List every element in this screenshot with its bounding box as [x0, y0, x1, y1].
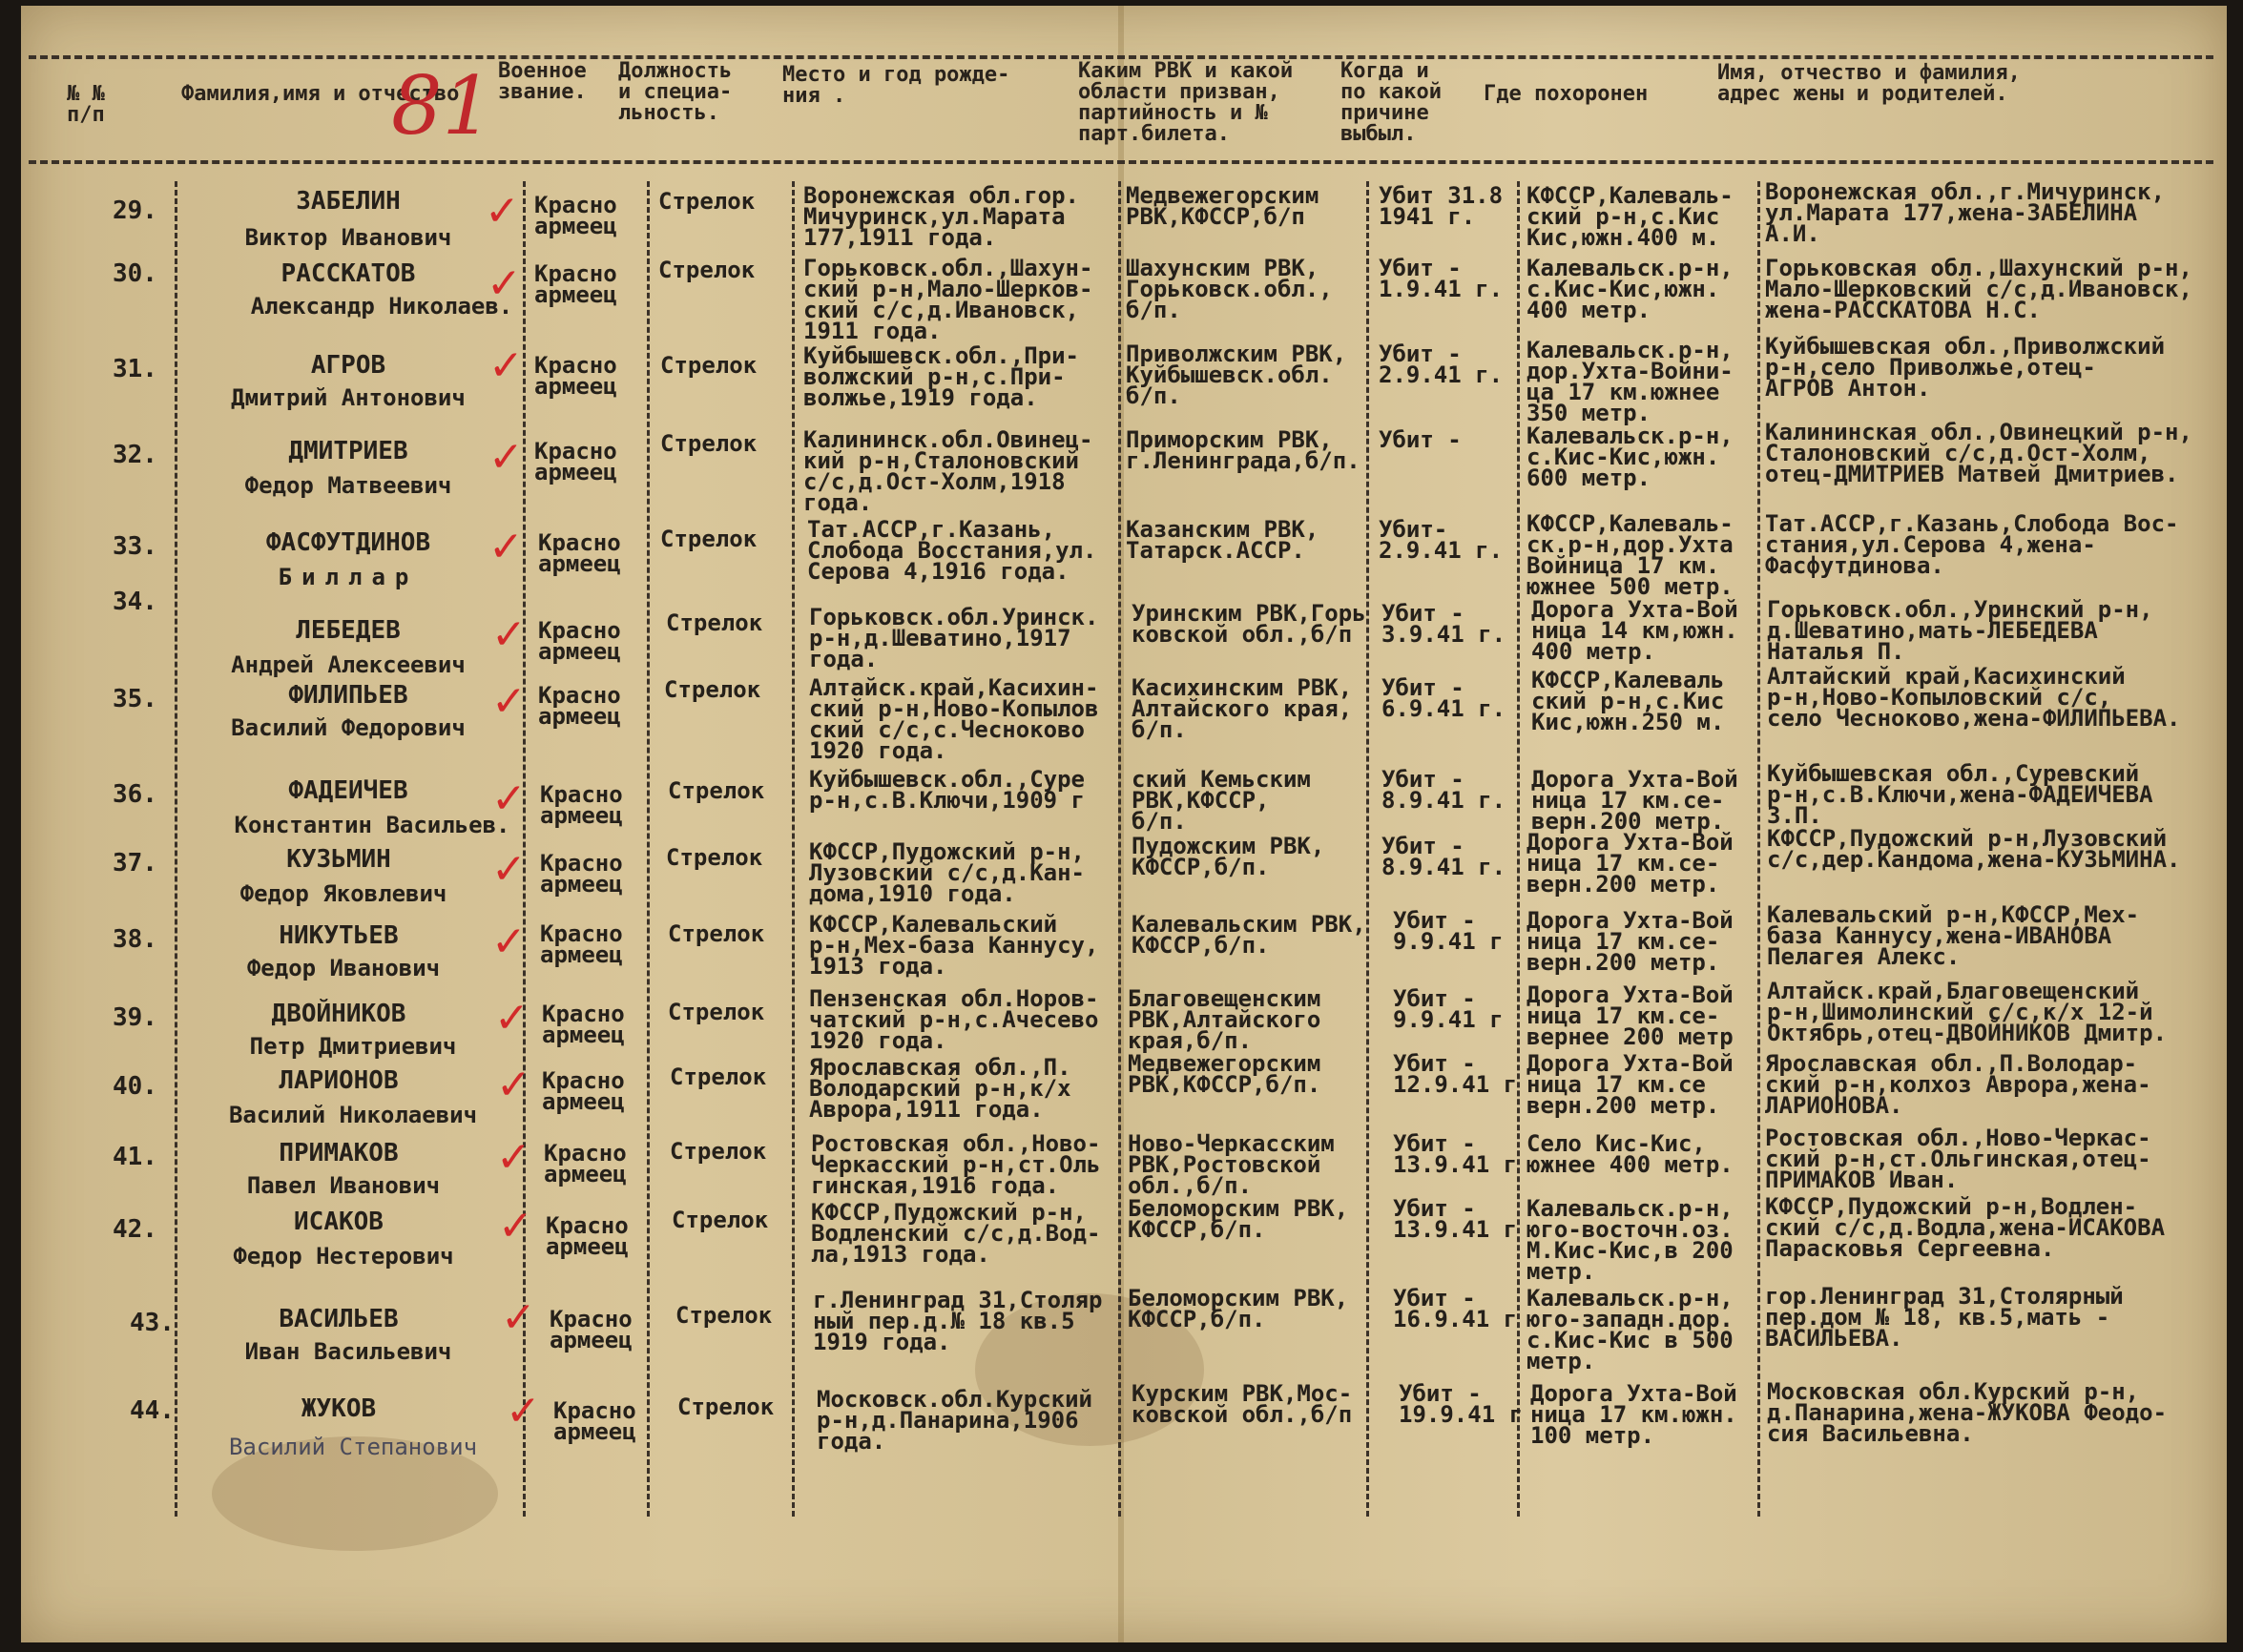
- row-rank: Красно армеец: [538, 617, 621, 665]
- row-surname: ДВОЙНИКОВ: [271, 1000, 406, 1028]
- row-birth: КФССР,Пудожский р-н, Водленский с/с,д.Вод- ла,1913 года.: [811, 1199, 1101, 1268]
- row-rank: Красно армеец: [534, 260, 617, 308]
- row-surname: ПРИМАКОВ: [279, 1139, 399, 1167]
- row-position: Стрелок: [672, 1207, 769, 1233]
- row-birth: КФССР,Пудожский р-н, Лузовский с/с,д.Кан- дома,1910 года.: [809, 838, 1085, 907]
- row-birth: Пензенская обл.Норов- чатский р-н,с.Ачесево 1920 года.: [809, 985, 1099, 1054]
- row-when: Убит - 13.9.41 г: [1393, 1195, 1518, 1243]
- row-number: 42.: [113, 1215, 157, 1244]
- header-birth: Место и год рожде- ния .: [782, 63, 1010, 108]
- row-position: Стрелок: [664, 676, 761, 703]
- row-relatives: Тат.АССР,г.Казань,Слобода Вос- стания,ул.Серова 4,жена- Фасфутдинова.: [1765, 510, 2179, 579]
- row-conscription: Беломорским РВК, КФССР,б/п.: [1128, 1285, 1349, 1332]
- row-when: Убит - 9.9.41 г: [1393, 907, 1504, 955]
- row-rank: Красно армеец: [542, 1001, 625, 1048]
- row-when: Убит 31.8 1941 г.: [1379, 182, 1504, 230]
- column-rule: [792, 181, 795, 1517]
- row-conscription: Ново-Черкасским РВК,Ростовской обл.,б/п.: [1128, 1130, 1335, 1199]
- row-rank: Красно армеец: [542, 1067, 625, 1115]
- row-conscription: Медвежегорским РВК,КФССР,б/п: [1126, 182, 1319, 230]
- row-relatives: Куйбышевская обл.,Приволжский р-н,село Приволжье,отец- АГРОВ Антон.: [1765, 333, 2166, 402]
- row-surname: ЛАРИОНОВ: [279, 1066, 399, 1095]
- row-given-name: Биллар: [278, 564, 419, 590]
- row-surname: ФАСФУТДИНОВ: [265, 528, 431, 557]
- row-relatives: Ярославская обл.,П.Володар- ский р-н,колхоз Аврора,жена- ЛАРИОНОВА.: [1765, 1050, 2151, 1119]
- row-birth: Тат.АССР,г.Казань, Слобода Восстания,ул. Серова 4,1916 года.: [807, 516, 1097, 585]
- column-rule: [1757, 181, 1760, 1517]
- row-rank: Красно армеец: [540, 920, 623, 968]
- row-surname: ФИЛИПЬЕВ: [288, 681, 408, 710]
- row-burial: Калевальск.р-н, юго-западн.дор. с.Кис-Кис в 500 метр.: [1526, 1285, 1734, 1374]
- row-conscription: Калевальским РВК, КФССР,б/п.: [1132, 911, 1366, 959]
- row-burial: Дорога Ухта-Вой ница 17 км.се- вернее 200 метр: [1526, 981, 1734, 1050]
- row-given-name: Федор Иванович: [246, 955, 441, 981]
- row-given-name: Василий Николаевич: [228, 1102, 478, 1128]
- row-when: Убит - 8.9.41 г.: [1381, 766, 1506, 814]
- check-mark-icon: ✓: [491, 610, 527, 659]
- row-when: Убит - 13.9.41 г: [1393, 1130, 1518, 1178]
- row-burial: Дорога Ухта-Вой ница 17 км.се- верн.200 метр.: [1526, 907, 1734, 976]
- header-relatives: Имя, отчество и фамилия, адрес жены и родителей.: [1717, 61, 2021, 106]
- row-conscription: Благовещенским РВК,Алтайского края,б/п.: [1128, 985, 1321, 1054]
- check-mark-icon: ✓: [491, 774, 527, 823]
- row-relatives: Воронежская обл.,г.Мичуринск, ул.Марата 177,жена-ЗАБЕЛИНА А.И.: [1765, 178, 2166, 247]
- column-rule: [1366, 181, 1369, 1517]
- row-position: Стрелок: [660, 352, 758, 379]
- row-when: Убит - 12.9.41 г: [1393, 1050, 1518, 1098]
- row-number: 34.: [113, 588, 157, 616]
- row-given-name: Федор Нестерович: [233, 1243, 454, 1270]
- row-conscription: Уринским РВК,Горь ковской обл.,б/п: [1132, 600, 1366, 648]
- header-num: № № п/п: [67, 82, 105, 127]
- row-number: 38.: [113, 925, 157, 954]
- row-rank: Красно армеец: [538, 682, 621, 730]
- row-conscription: Беломорским РВК, КФССР,б/п.: [1128, 1195, 1349, 1243]
- row-position: Стрелок: [670, 1138, 767, 1165]
- row-burial: Село Кис-Кис, южнее 400 метр.: [1526, 1130, 1734, 1178]
- row-surname: ЗАБЕЛИН: [296, 187, 401, 216]
- row-relatives: Алтайск.край,Благовещенский р-н,Шимолинский с/с,к/х 12-й Октябрь,отец-ДВОЙНИКОВ Дмитр.: [1767, 978, 2168, 1046]
- column-rule: [175, 181, 177, 1517]
- row-position: Стрелок: [666, 609, 763, 636]
- row-when: Убит - 8.9.41 г.: [1381, 833, 1506, 880]
- row-position: Стрелок: [675, 1302, 773, 1329]
- row-number: 39.: [113, 1003, 157, 1032]
- check-mark-icon: ✓: [506, 1387, 541, 1435]
- row-surname: ИСАКОВ: [294, 1208, 384, 1236]
- check-mark-icon: ✓: [496, 1061, 531, 1109]
- row-when: Убит - 9.9.41 г: [1393, 985, 1504, 1033]
- row-when: Убит - 19.9.41 г: [1399, 1380, 1524, 1428]
- row-relatives: Ростовская обл.,Ново-Черкас- ский р-н,ст.Ольгинская,отец- ПРИМАКОВ Иван.: [1765, 1125, 2151, 1193]
- row-birth: Горьковск.обл.Уринск. р-н,д.Шеватино,1917 года.: [809, 604, 1099, 672]
- row-rank: Красно армеец: [544, 1140, 627, 1187]
- row-relatives: гор.Ленинград 31,Столярный пер.дом № 18, кв.5,мать - ВАСИЛЬЕВА.: [1765, 1283, 2124, 1352]
- row-relatives: Горьковск.обл.,Уринский р-н, д.Шеватино,мать-ЛЕБЕДЕВА Наталья П.: [1767, 596, 2153, 665]
- row-burial: Калевальск.р-н, юго-восточн.оз. М.Кис-Кис,в 200 метр.: [1526, 1195, 1734, 1285]
- row-rank: Красно армеец: [540, 781, 623, 829]
- column-rule: [1517, 181, 1520, 1517]
- row-rank: Красно армеец: [546, 1212, 629, 1260]
- row-burial: Дорога Ухта-Вой ница 17 км.се верн.200 метр.: [1526, 1050, 1734, 1119]
- row-surname: АГРОВ: [310, 351, 386, 380]
- row-birth: Ярославская обл.,П. Володарский р-н,к/х Аврора,1911 года.: [809, 1054, 1071, 1123]
- check-mark-icon: ✓: [485, 187, 520, 236]
- header-when: Когда и по какой причине выбыл.: [1340, 59, 1442, 146]
- row-surname: ЖУКОВ: [301, 1394, 377, 1423]
- row-number: 29.: [113, 196, 157, 225]
- row-rank: Красно армеец: [538, 529, 621, 577]
- row-relatives: КФССР,Пудожский р-н,Лузовский с/с,дер.Кандома,жена-КУЗЬМИНА.: [1767, 825, 2181, 873]
- row-given-name: Виктор Иванович: [244, 224, 452, 251]
- check-mark-icon: ✓: [491, 918, 527, 966]
- row-when: Убит - 3.9.41 г.: [1381, 600, 1506, 648]
- check-mark-icon: ✓: [488, 341, 524, 390]
- row-surname: ЛЕБЕДЕВ: [296, 616, 401, 645]
- row-given-name: Петр Дмитриевич: [249, 1033, 457, 1060]
- row-number: 41.: [113, 1143, 157, 1171]
- check-mark-icon: ✓: [487, 259, 522, 308]
- row-number: 40.: [113, 1072, 157, 1101]
- header-burial: Где похоронен: [1484, 82, 1649, 106]
- row-when: Убит - 16.9.41 г: [1393, 1285, 1518, 1332]
- row-conscription: Шахунским РВК, Горьковск.обл., б/п.: [1126, 255, 1333, 323]
- row-burial: Дорога Ухта-Вой ница 17 км.се- верн.200 метр.: [1526, 829, 1734, 898]
- row-conscription: Касихинским РВК, Алтайского края, б/п.: [1132, 674, 1353, 743]
- row-burial: Дорога Ухта-Вой ница 17 км.се- верн.200 метр.: [1531, 766, 1738, 835]
- header-position: Должность и специа- льность.: [618, 59, 733, 125]
- row-when: Убит - 6.9.41 г.: [1381, 674, 1506, 722]
- check-mark-icon: ✓: [496, 1133, 531, 1182]
- row-surname: РАССКАТОВ: [280, 259, 416, 288]
- row-birth: Куйбышевск.обл.,Суре р-н,с.В.Ключи,1909 г: [809, 766, 1085, 814]
- row-number: 30.: [113, 259, 157, 288]
- row-surname: ДМИТРИЕВ: [288, 437, 408, 465]
- row-birth: Куйбышевск.обл.,При- волжский р-н,с.При- волжье,1919 года.: [803, 342, 1079, 411]
- row-rank: Красно армеец: [534, 438, 617, 485]
- row-rank: Красно армеец: [550, 1306, 633, 1353]
- row-number: 43.: [130, 1309, 175, 1337]
- row-burial: Дорога Ухта-Вой ница 17 км.южн. 100 метр.: [1530, 1380, 1737, 1449]
- row-rank: Красно армеец: [534, 352, 617, 400]
- row-birth: Воронежская обл.гор. Мичуринск,ул.Марата 177,1911 года.: [803, 182, 1079, 251]
- row-birth: Алтайск.край,Касихин- ский р-н,Ново-Копылов ский с/с,с.Чесноково 1920 года.: [809, 674, 1099, 764]
- row-surname: ФАДЕИЧЕВ: [288, 776, 408, 805]
- row-relatives: Горьковская обл.,Шахунский р-н, Мало-Шерковский с/с,д.Ивановск, жена-РАССКАТОВА Н.С.: [1765, 255, 2192, 323]
- row-number: 31.: [113, 355, 157, 383]
- row-conscription: Медвежегорским РВК,КФССР,б/п.: [1128, 1050, 1321, 1098]
- row-when: Убит - 1.9.41 г.: [1379, 255, 1504, 302]
- row-relatives: Калининская обл.,Овинецкий р-н, Сталоновский с/с,д.Ост-Холм, отец-ДМИТРИЕВ Матвей Дмитриев.: [1765, 419, 2192, 487]
- row-given-name: Павел Иванович: [246, 1172, 441, 1199]
- row-position: Стрелок: [677, 1394, 775, 1420]
- row-position: Стрелок: [658, 188, 756, 215]
- row-surname: НИКУТЬЕВ: [279, 921, 399, 950]
- row-given-name: Федор Яковлевич: [239, 880, 447, 907]
- row-burial: Калевальск.р-н, с.Кис-Кис,южн. 600 метр.: [1526, 423, 1734, 491]
- check-mark-icon: ✓: [491, 845, 527, 894]
- row-rank: Красно армеец: [540, 850, 623, 898]
- check-mark-icon: ✓: [488, 523, 524, 571]
- row-burial: КФССР,Калеваль- ский р-н,с.Кис Кис,южн.400 м.: [1526, 182, 1734, 251]
- check-mark-icon: ✓: [491, 677, 527, 726]
- row-relatives: Калевальский р-н,КФССР,Мех- база Каннусу,жена-ИВАНОВА Пелагея Алекс.: [1767, 901, 2140, 970]
- row-conscription: ский Кемьским РВК,КФССР, б/п.: [1132, 766, 1311, 835]
- header-name: Фамилия,имя и отчество: [181, 82, 460, 106]
- header-bottom-rule: [29, 160, 2213, 164]
- row-number: 37.: [113, 849, 157, 878]
- row-rank: Красно армеец: [553, 1397, 636, 1445]
- row-burial: Калевальск.р-н, дор.Ухта-Войни- ца 17 км.южнее 350 метр.: [1526, 337, 1734, 426]
- check-mark-icon: ✓: [494, 994, 530, 1043]
- row-burial: Калевальск.р-н, с.Кис-Кис,южн. 400 метр.: [1526, 255, 1734, 323]
- row-given-name: Федор Матвеевич: [244, 472, 452, 499]
- row-surname: ВАСИЛЬЕВ: [279, 1305, 399, 1333]
- row-number: 36.: [113, 780, 157, 809]
- header-rank: Военное звание.: [498, 59, 587, 104]
- row-conscription: Пудожским РВК, КФССР,б/п.: [1132, 833, 1325, 880]
- row-relatives: Алтайский край,Касихинский р-н,Ново-Копыловский с/с, село Чесноково,жена-ФИЛИПЬЕВА.: [1767, 663, 2181, 732]
- row-conscription: Курским РВК,Мос- ковской обл.,б/п: [1132, 1380, 1353, 1428]
- row-when: Убит - 2.9.41 г.: [1379, 341, 1504, 388]
- row-position: Стрелок: [658, 257, 756, 283]
- row-birth: Московск.обл.Курский р-н,д.Панарина,1906 года.: [817, 1386, 1092, 1455]
- row-number: 35.: [113, 685, 157, 713]
- row-relatives: Куйбышевская обл.,Суревский р-н,с.В.Ключи,жена-ФАДЕИЧЕВА З.П.: [1767, 760, 2153, 829]
- row-birth: г.Ленинград 31,Столяр ный пер.д.№ 18 кв.5 1919 года.: [813, 1287, 1103, 1355]
- row-burial: КФССР,Калеваль ский р-н,с.Кис Кис,южн.250 м.: [1531, 667, 1725, 735]
- row-birth: Ростовская обл.,Ново- Черкасский р-н,ст.Оль гинская,1916 года.: [811, 1130, 1101, 1199]
- row-birth: КФССР,Калевальский р-н,Мех-база Каннусу, 1913 года.: [809, 911, 1099, 980]
- row-position: Стрелок: [670, 1063, 767, 1090]
- row-position: Стрелок: [668, 920, 765, 947]
- row-number: 44.: [130, 1396, 175, 1425]
- row-burial: Дорога Ухта-Вой ница 14 км,южн. 400 метр.: [1531, 596, 1738, 665]
- column-rule: [1118, 181, 1121, 1517]
- row-given-name: Иван Васильевич: [244, 1338, 452, 1365]
- row-position: Стрелок: [666, 844, 763, 871]
- row-given-name: Константин Васильев.: [234, 812, 510, 838]
- row-birth: Горьковск.обл.,Шахун- ский р-н,Мало-Шерков- ский с/с,д.Ивановск, 1911 года.: [803, 255, 1093, 344]
- row-given-name: Александр Николаев.: [250, 293, 513, 320]
- row-number: 33.: [113, 532, 157, 561]
- row-birth: Калининск.обл.Овинец- кий р-н,Сталоновский с/с,д.Ост-Холм,1918 года.: [803, 426, 1093, 516]
- row-given-name: Василий Степанович: [228, 1434, 478, 1460]
- row-relatives: Московская обл.Курский р-н, д.Панарина,жена-ЖУКОВА Феодо- сия Васильевна.: [1767, 1378, 2168, 1447]
- row-burial: КФССР,Калеваль- ск.р-н,дор.Ухта Войница 17 км. южнее 500 метр.: [1526, 510, 1734, 600]
- row-when: Убит- 2.9.41 г.: [1379, 516, 1504, 564]
- row-position: Стрелок: [660, 430, 758, 457]
- row-number: 32.: [113, 441, 157, 469]
- row-position: Стрелок: [668, 999, 765, 1025]
- check-mark-icon: ✓: [501, 1293, 536, 1342]
- row-when: Убит -: [1379, 426, 1462, 453]
- check-mark-icon: ✓: [498, 1202, 533, 1250]
- header-conscription: Каким РВК и какой области призван, партийность и № парт.билета.: [1078, 59, 1294, 146]
- row-rank: Красно армеец: [534, 192, 617, 239]
- row-given-name: Андрей Алексеевич: [231, 651, 466, 678]
- row-surname: КУЗЬМИН: [286, 845, 391, 874]
- row-relatives: КФССР,Пудожский р-н,Водлен- ский с/с,д.Водла,жена-ИСАКОВА Парасковья Сергеевна.: [1765, 1193, 2166, 1262]
- row-position: Стрелок: [660, 526, 758, 552]
- row-conscription: Приморским РВК, г.Ленинграда,б/п.: [1126, 426, 1360, 474]
- check-mark-icon: ✓: [488, 433, 524, 482]
- row-given-name: Василий Федорович: [231, 714, 466, 741]
- sheet-number: 81: [391, 59, 493, 153]
- row-conscription: Казанским РВК, Татарск.АССР.: [1126, 516, 1319, 564]
- row-given-name: Дмитрий Антонович: [231, 384, 466, 411]
- row-conscription: Приволжским РВК, Куйбышевск.обл. б/п.: [1126, 341, 1347, 409]
- column-rule: [647, 181, 650, 1517]
- row-position: Стрелок: [668, 777, 765, 804]
